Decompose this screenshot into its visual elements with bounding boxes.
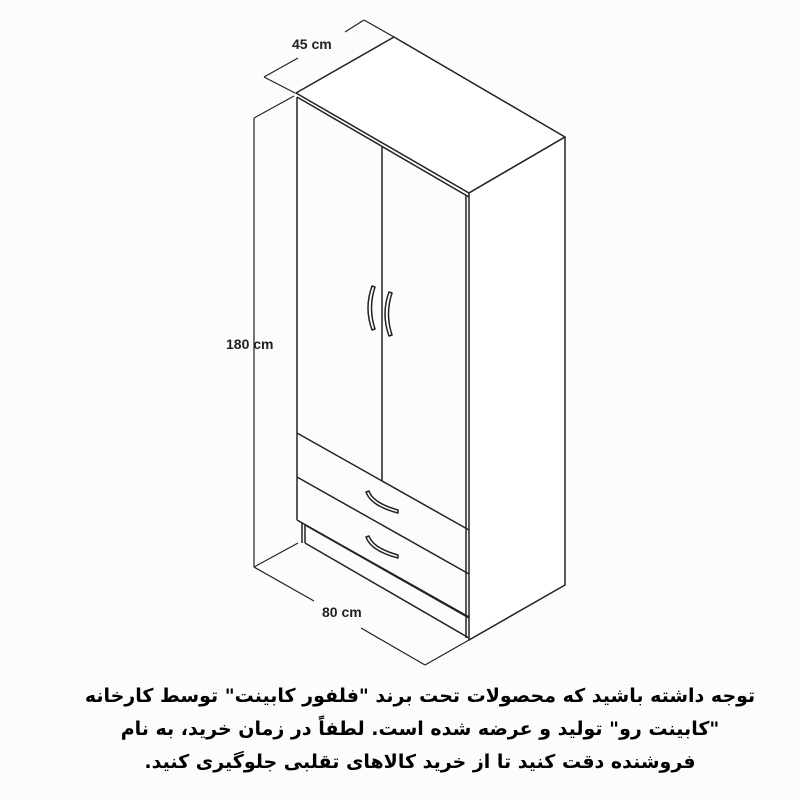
width-label: 80 cm	[322, 604, 362, 620]
drawer-handle-top	[366, 491, 398, 513]
door-handle-right	[385, 292, 392, 336]
notice-line: توجه داشته باشید که محصولات تحت برند "فلفور کابینت" توسط کارخانه	[84, 685, 756, 707]
drawer-1-top	[297, 433, 469, 530]
depth-label: 45 cm	[292, 36, 332, 52]
drawer-handle-bottom	[366, 536, 398, 558]
wardrobe-side	[469, 137, 565, 640]
width-dimension-line	[254, 567, 314, 601]
drawer-2-top	[297, 477, 469, 574]
notice-line: فروشنده دقت کنید تا از خرید کالاهای تقلبی جلوگیری کنید.	[144, 751, 696, 773]
height-label: 180 cm	[226, 336, 274, 352]
door-handle-left	[368, 286, 375, 330]
authenticity-notice	[60, 680, 780, 779]
depth-dimension-line	[264, 77, 295, 93]
notice-line: "کابینت رو" تولید و عرضه شده است. لطفاً در زمان خرید، به نام	[120, 718, 720, 740]
plinth-bottom	[305, 543, 469, 638]
